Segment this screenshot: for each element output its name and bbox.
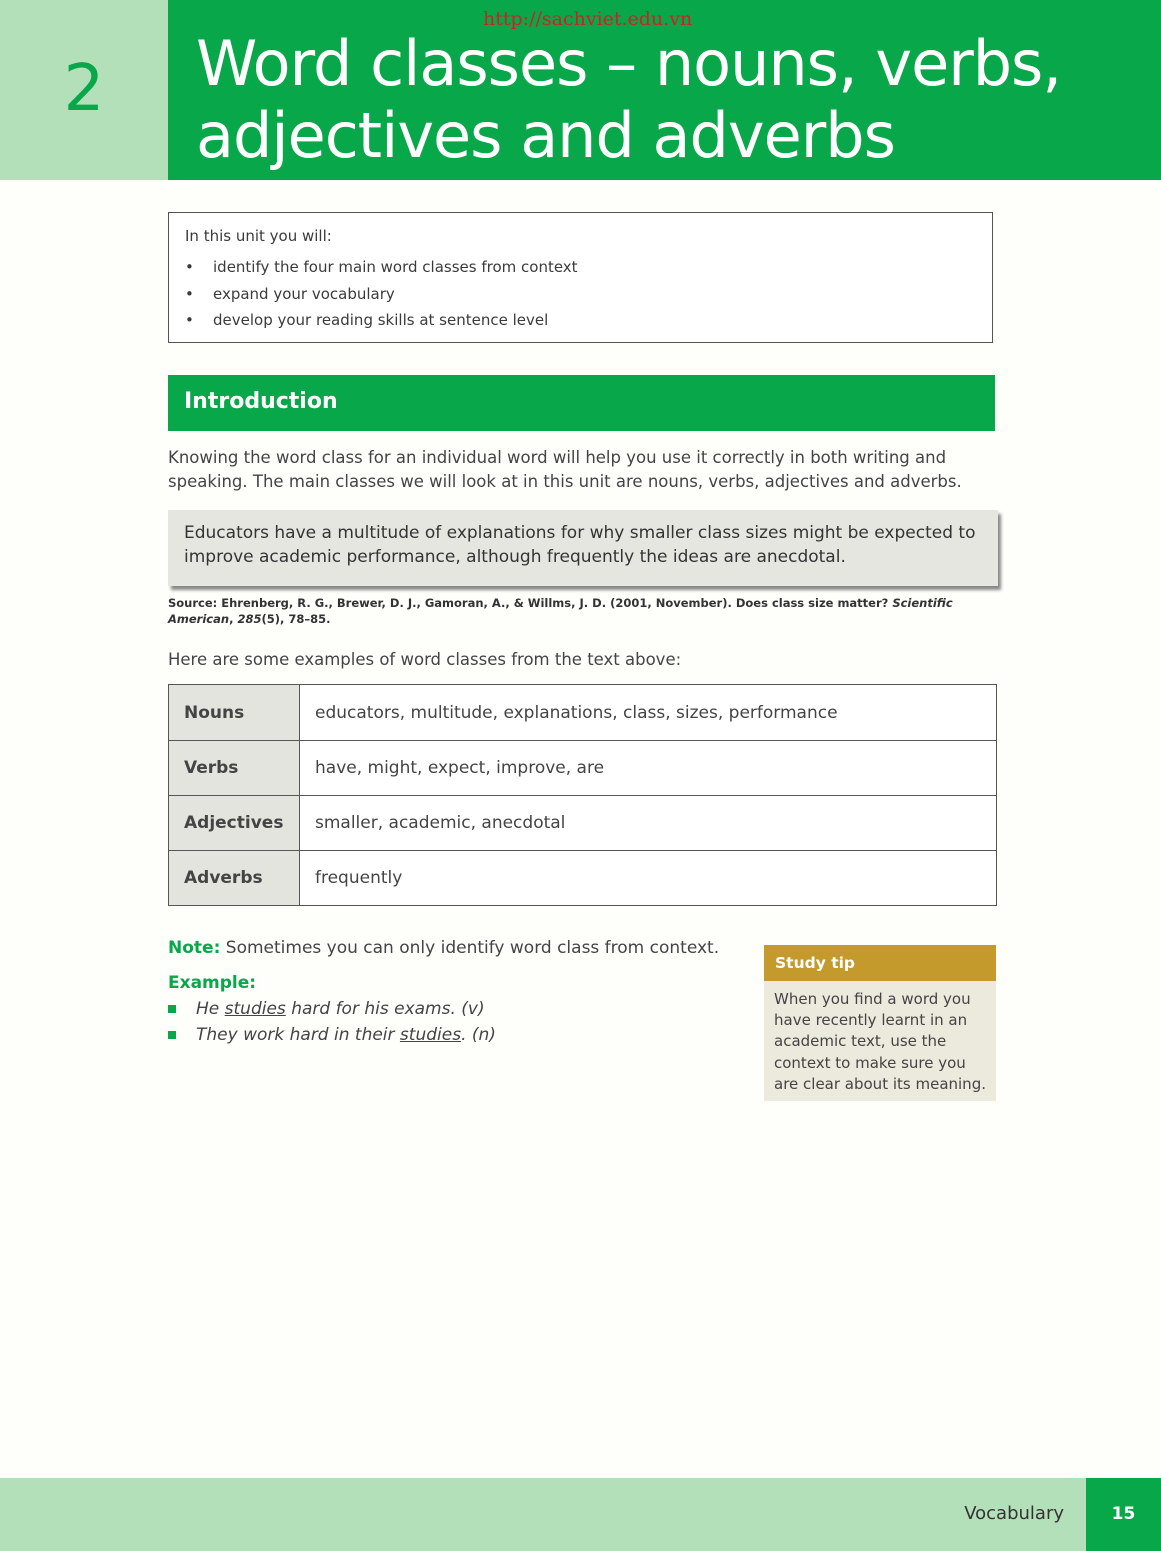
table-row	[169, 685, 997, 741]
example-label: Example:	[168, 973, 257, 993]
study-tip-title: Study tip	[775, 954, 856, 972]
footer-bar	[0, 1478, 1086, 1551]
example-text: They work hard in their	[196, 1025, 400, 1045]
quote-text: Educators have a multitude of explanations for why smaller class sizes might be expected to improve academic performance, although frequently the ideas are anecdotal.	[184, 523, 976, 567]
word-class-cell: Adjectives	[169, 796, 300, 851]
example-highlight: studies	[399, 1025, 462, 1045]
source-suffix: (5), 78–85.	[261, 612, 331, 626]
source-journal: Scientific American	[168, 596, 953, 626]
source-prefix: Source: Ehrenberg, R. G., Brewer, D. J., Gamoran, A., & Willms, J. D. (2001, November). Does class size matter?	[168, 596, 893, 610]
footer-section-label: Vocabulary	[964, 1503, 1064, 1524]
unit-number-panel	[0, 0, 168, 180]
table-row	[169, 741, 997, 796]
source-volume: 285	[237, 612, 262, 626]
objectives-list	[185, 258, 578, 338]
source-separator: ,	[229, 612, 238, 626]
example-text: . (n)	[461, 1025, 496, 1045]
example-highlight: studies	[224, 999, 286, 1019]
objective-item: • identify the four main word classes from context	[185, 258, 578, 285]
note	[168, 938, 719, 958]
word-list-cell: educators, multitude, explanations, class, sizes, performance	[300, 685, 997, 741]
square-bullet-icon	[168, 1005, 176, 1013]
word-list-cell: frequently	[300, 851, 997, 906]
study-tip-body: When you find a word you have recently learnt in an academic text, use the context to make sure you are clear about its meaning.	[764, 981, 996, 1101]
word-class-table	[168, 684, 997, 906]
note-text: Sometimes you can only identify word class from context.	[220, 938, 720, 958]
word-class-cell: Adverbs	[169, 851, 300, 906]
page-title	[196, 28, 1146, 172]
introduction-heading-bar	[168, 375, 995, 431]
page-number-box	[1086, 1478, 1161, 1551]
unit-number: 2	[63, 52, 105, 126]
quote-box	[168, 510, 998, 586]
watermark-url: http://sachviet.edu.vn	[483, 8, 693, 30]
example-text: He	[196, 999, 225, 1019]
title-line-2: adjectives and adverbs	[196, 99, 895, 172]
example-item	[168, 999, 496, 1025]
unit-objectives-box	[168, 212, 993, 343]
title-line-1: Word classes – nouns, verbs,	[196, 27, 1062, 100]
note-label: Note:	[168, 938, 221, 958]
table-row	[169, 851, 997, 906]
objective-item: • develop your reading skills at sentence level	[185, 311, 578, 338]
table-row	[169, 796, 997, 851]
word-class-cell: Verbs	[169, 741, 300, 796]
objective-item: • expand your vocabulary	[185, 285, 578, 312]
page-number: 15	[1111, 1504, 1136, 1524]
introduction-heading: Introduction	[184, 389, 338, 414]
square-bullet-icon	[168, 1031, 176, 1039]
objectives-intro: In this unit you will:	[185, 227, 332, 245]
examples-intro: Here are some examples of word classes from the text above:	[168, 650, 682, 669]
introduction-paragraph: Knowing the word class for an individual word will help you use it correctly in both writing and speaking. The main classes we will look at in this unit are nouns, verbs, adjectives and adverbs.	[168, 448, 962, 491]
word-class-cell: Nouns	[169, 685, 300, 741]
word-list-cell: have, might, expect, improve, are	[300, 741, 997, 796]
example-text: hard for his exams. (v)	[285, 999, 485, 1019]
example-list	[168, 999, 496, 1051]
source-citation	[168, 595, 998, 627]
example-item	[168, 1025, 496, 1051]
word-list-cell: smaller, academic, anecdotal	[300, 796, 997, 851]
study-tip-header	[764, 945, 996, 981]
